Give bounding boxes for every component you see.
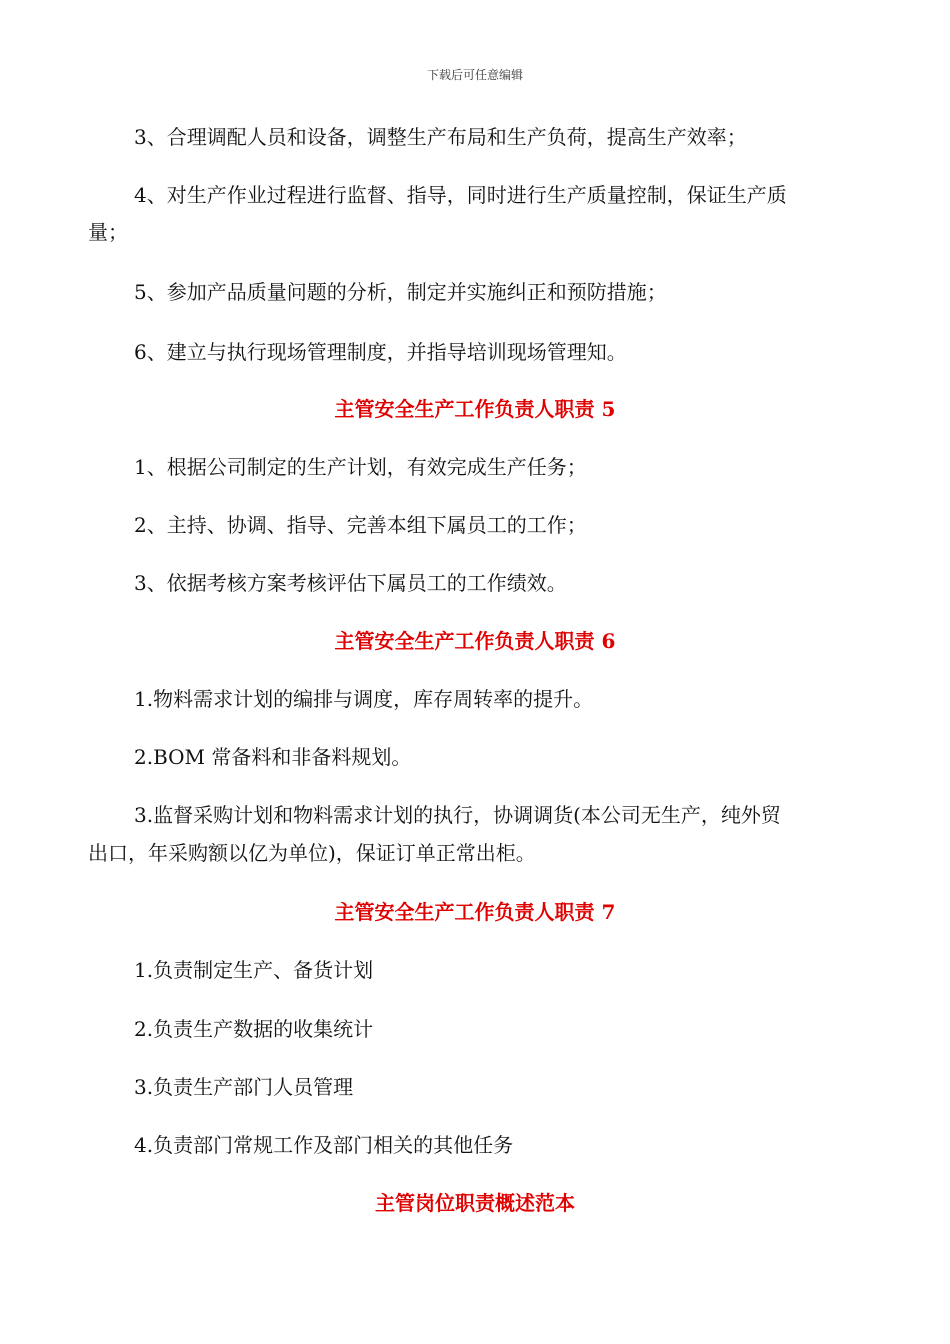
paragraph: 2.BOM 常备料和非备料规划。 [134,745,412,769]
section-heading: 主管安全生产工作负责人职责 7 [334,900,616,924]
paragraph-continuation: 量； [88,220,128,244]
paragraph: 3、合理调配人员和设备，调整生产布局和生产负荷，提高生产效率； [134,125,747,149]
paragraph: 1.负责制定生产、备货计划 [134,958,374,982]
paragraph: 3.监督采购计划和物料需求计划的执行，协调调货(本公司无生产，纯外贸 [134,803,781,827]
paragraph: 1、根据公司制定的生产计划，有效完成生产任务； [134,455,587,479]
paragraph: 3.负责生产部门人员管理 [134,1075,354,1099]
page-header: 下载后可任意编辑 [426,68,523,82]
paragraph: 4、对生产作业过程进行监督、指导，同时进行生产质量控制，保证生产质 [134,183,787,207]
section-heading: 主管安全生产工作负责人职责 6 [334,629,616,653]
paragraph: 3、依据考核方案考核评估下属员工的工作绩效。 [134,571,567,595]
section-heading: 主管岗位职责概述范本 [375,1191,575,1215]
paragraph: 6、建立与执行现场管理制度，并指导培训现场管理知。 [134,340,627,364]
paragraph: 1.物料需求计划的编排与调度，库存周转率的提升。 [134,687,594,711]
paragraph: 5、参加产品质量问题的分析，制定并实施纠正和预防措施； [134,280,667,304]
paragraph: 4.负责部门常规工作及部门相关的其他任务 [134,1133,514,1157]
paragraph: 2.负责生产数据的收集统计 [134,1017,374,1041]
paragraph: 2、主持、协调、指导、完善本组下属员工的工作； [134,513,587,537]
section-heading: 主管安全生产工作负责人职责 5 [334,397,616,421]
paragraph-continuation: 出口，年采购额以亿为单位)，保证订单正常出柜。 [88,841,536,865]
